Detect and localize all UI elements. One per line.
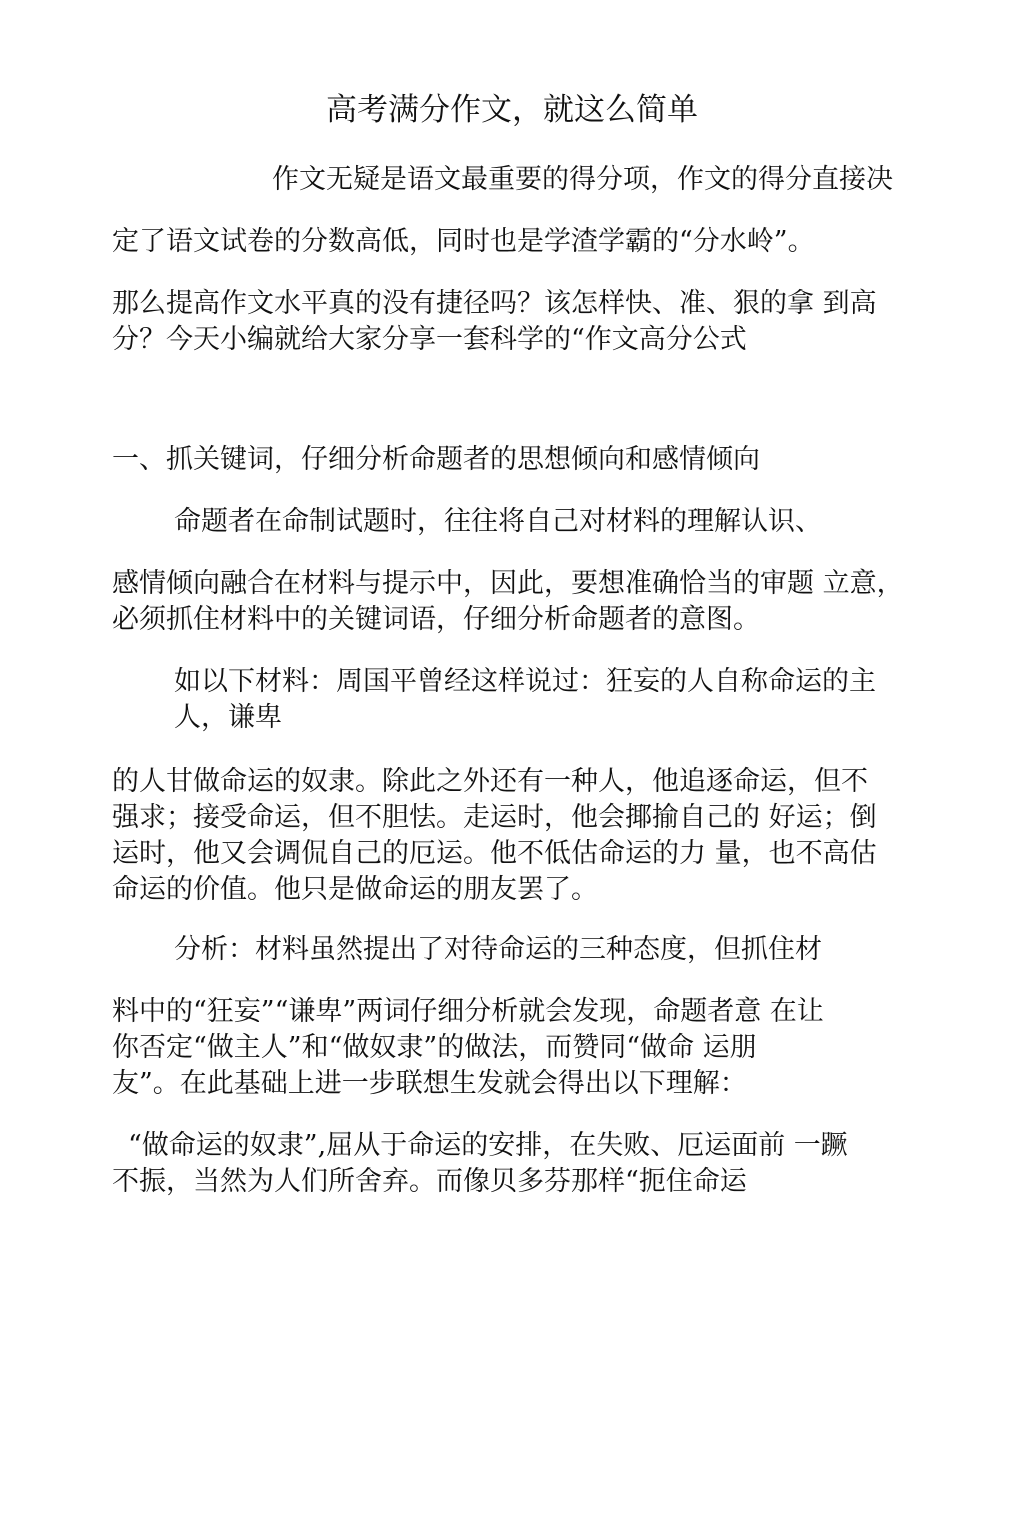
paragraph-line: 不振，当然为人们所舍弃。而像贝多芬那样“扼住命运 xyxy=(112,1166,747,1197)
section-heading: 一、抓关键词，仔细分析命题者的思想倾向和感情倾向 xyxy=(112,444,760,475)
paragraph-line: 必须抓住材料中的关键词语，仔细分析命题者的意图。 xyxy=(112,604,760,635)
paragraph-line: 定了语文试卷的分数高低，同时也是学渣学霸的“分水岭”。 xyxy=(112,226,815,257)
document-title: 高考满分作文，就这么简单 xyxy=(326,92,698,128)
paragraph-line: 人，谦卑 xyxy=(174,702,282,733)
paragraph-line: 如以下材料：周国平曾经这样说过：狂妄的人自称命运的主 xyxy=(174,666,876,697)
paragraph-line: 料中的“狂妄”“谦卑”两词仔细分析就会发现，命题者意 在让 xyxy=(112,996,824,1027)
paragraph-line: 命题者在命制试题时，往往将自己对材料的理解认识、 xyxy=(174,506,822,537)
paragraph-line: 强求；接受命运，但不胆怯。走运时，他会揶揄自己的 好运；倒 xyxy=(112,802,877,833)
paragraph-line: 你否定“做主人”和“做奴隶”的做法，而赞同“做命 运朋 xyxy=(112,1032,757,1063)
paragraph-line: 分？今天小编就给大家分享一套科学的“作文高分公式 xyxy=(112,324,747,355)
paragraph-line: 作文无疑是语文最重要的得分项，作文的得分直接决 xyxy=(272,164,893,195)
paragraph-line: 运时，他又会调侃自己的厄运。他不低估命运的力 量，也不高估 xyxy=(112,838,877,869)
paragraph-line: “做命运的奴隶”,屈从于命运的安排，在失败、厄运面前 一蹶 xyxy=(128,1130,848,1161)
paragraph-line: 那么提高作文水平真的没有捷径吗？该怎样快、准、狠的拿 到高 xyxy=(112,288,877,319)
paragraph-line: 感情倾向融合在材料与提示中，因此，要想准确恰当的审题 立意， xyxy=(112,568,904,599)
paragraph-line: 的人甘做命运的奴隶。除此之外还有一种人，他追逐命运，但不 xyxy=(112,766,868,797)
paragraph-line: 分析：材料虽然提出了对待命运的三种态度，但抓住材 xyxy=(174,934,822,965)
paragraph-line: 命运的价值。他只是做命运的朋友罢了。 xyxy=(112,874,598,905)
paragraph-line: 友”。在此基础上进一步联想生发就会得出以下理解： xyxy=(112,1068,747,1099)
